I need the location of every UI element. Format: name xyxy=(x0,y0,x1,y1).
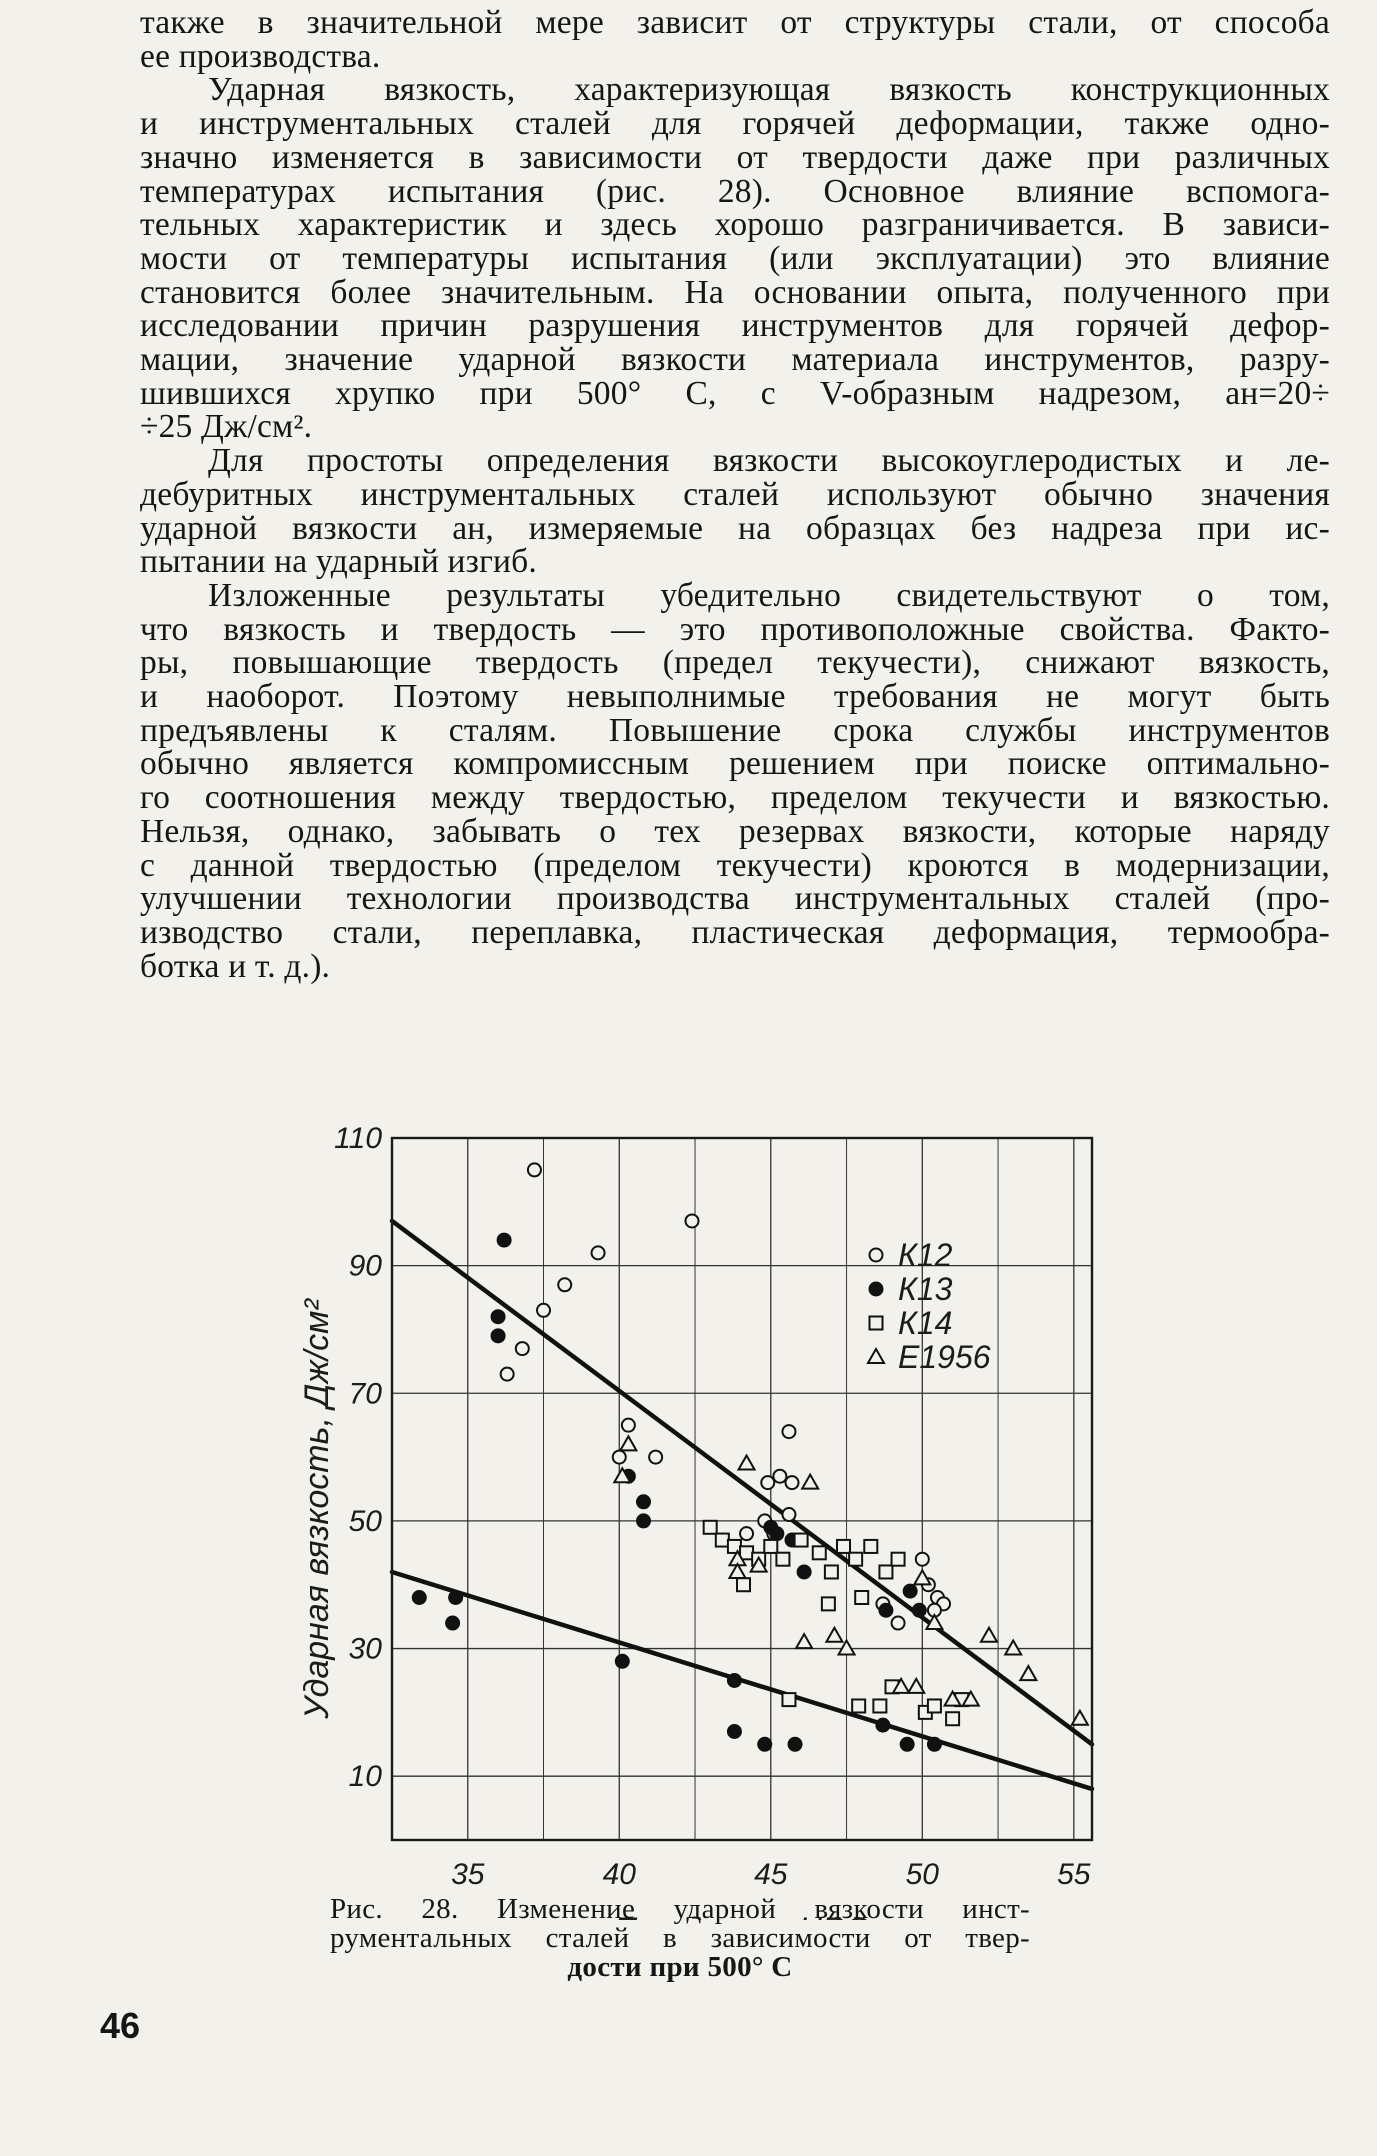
text-line: исследовании причин разрушения инструментов для горячей дефор- xyxy=(140,307,1330,345)
point-К13 xyxy=(637,1514,651,1528)
legend-marker-К14 xyxy=(870,1317,883,1330)
text-line: Для простоты определения вязкости высокоуглеродистых и ле- xyxy=(208,442,1330,480)
text-line: ры, повышающие твердость (предел текучести), снижают вязкость, xyxy=(140,644,1330,682)
y-tick-label: 50 xyxy=(348,1504,382,1538)
text-line: пытании на ударный изгиб. xyxy=(140,543,537,581)
point-К14 xyxy=(776,1553,789,1566)
text-line: становится более значительным. На основании опыта, полученного при xyxy=(140,273,1330,311)
text-line: тельных характеристик и здесь хорошо разграничивается. В зависи- xyxy=(140,206,1330,244)
plot-frame xyxy=(392,1138,1092,1840)
point-К13 xyxy=(788,1737,802,1751)
y-tick-label: 70 xyxy=(348,1377,382,1411)
legend-marker-E1956 xyxy=(868,1349,884,1363)
point-К13 xyxy=(727,1673,741,1687)
caption-line-2: рументальных сталей в зависимости от твер- xyxy=(330,1922,1030,1954)
text-line: изводство стали, переплавка, пластическая деформация, термообра- xyxy=(140,913,1330,951)
point-К14 xyxy=(855,1591,868,1604)
point-К14 xyxy=(825,1565,838,1578)
point-К13 xyxy=(879,1603,893,1617)
trend-line-upper xyxy=(392,1221,1092,1744)
text-line: мации, значение ударной вязкости материала инструментов, разру- xyxy=(140,341,1330,379)
figure-28 xyxy=(280,1090,1120,1920)
point-К13 xyxy=(497,1233,511,1247)
text-line: ботка и т. д.). xyxy=(140,947,331,985)
text-line: с данной твердостью (пределом текучести) кроются в модернизации, xyxy=(140,846,1330,884)
text-line: улучшении технологии производства инструментальных сталей (про- xyxy=(140,880,1330,918)
impact-toughness-chart xyxy=(280,1090,1120,1920)
point-К14 xyxy=(946,1712,959,1725)
point-К14 xyxy=(764,1540,777,1553)
point-К12 xyxy=(892,1617,905,1630)
point-E1956 xyxy=(981,1628,997,1642)
x-tick-label: 35 xyxy=(451,1858,485,1891)
text-line: Изложенные результаты убедительно свидетельствуют о том, xyxy=(208,576,1330,614)
legend-label: К13 xyxy=(898,1271,953,1307)
point-К13 xyxy=(446,1616,460,1630)
paragraph xyxy=(140,444,1330,579)
x-tick-label: 45 xyxy=(754,1858,788,1891)
point-К12 xyxy=(558,1278,571,1291)
paragraph xyxy=(140,73,1330,444)
legend-marker-К13 xyxy=(869,1282,883,1296)
text-line: обычно является компромиссным решением при поиске оптимально- xyxy=(140,745,1330,783)
page-number: 46 xyxy=(100,2005,141,2046)
point-К14 xyxy=(852,1699,865,1712)
point-К13 xyxy=(491,1310,505,1324)
y-tick-label: 10 xyxy=(348,1760,382,1794)
point-К13 xyxy=(797,1565,811,1579)
point-К12 xyxy=(528,1163,541,1176)
chart-legend xyxy=(868,1237,991,1375)
y-axis-label: Ударная вязкость, Дж/см² xyxy=(298,1299,336,1719)
text-line: ее производства. xyxy=(140,37,381,75)
text-line: Нельзя, однако, забывать о тех резервах вязкости, которые наряду xyxy=(140,812,1330,850)
text-line: Ударная вязкость, характеризующая вязкость конструкционных xyxy=(208,71,1330,109)
point-К13 xyxy=(876,1718,890,1732)
x-tick-label: 40 xyxy=(602,1858,636,1891)
paragraph xyxy=(140,576,1330,985)
caption-line-1: Рис. 28. Изменение ударной вязкости инст- xyxy=(330,1893,1030,1925)
point-E1956 xyxy=(739,1455,755,1469)
point-К13 xyxy=(491,1329,505,1343)
point-К14 xyxy=(849,1553,862,1566)
point-К12 xyxy=(740,1527,753,1540)
text-line: дебуритных инструментальных сталей используют обычно значения xyxy=(140,475,1330,513)
legend-label: К14 xyxy=(898,1305,953,1341)
point-E1956 xyxy=(1020,1666,1036,1680)
point-К14 xyxy=(704,1521,717,1534)
text-line: что вязкость и твердость — это противоположные свойства. Факто- xyxy=(140,610,1330,648)
point-К14 xyxy=(928,1699,941,1712)
text-line: мости от температуры испытания (или эксплуатации) это влияние xyxy=(140,239,1330,277)
legend-label: E1956 xyxy=(898,1339,991,1375)
point-К12 xyxy=(773,1470,786,1483)
point-К13 xyxy=(758,1737,772,1751)
text-line: также в значительной мере зависит от структуры стали, от способа xyxy=(140,4,1330,41)
point-К14 xyxy=(716,1534,729,1547)
caption-line-3: дости при 500° С xyxy=(567,1951,793,1983)
point-К12 xyxy=(537,1304,550,1317)
point-E1956 xyxy=(796,1634,812,1648)
point-К13 xyxy=(727,1725,741,1739)
point-E1956 xyxy=(1005,1641,1021,1655)
chart-grid xyxy=(392,1138,1092,1840)
point-К12 xyxy=(516,1342,529,1355)
point-К14 xyxy=(873,1699,886,1712)
point-К12 xyxy=(592,1246,605,1259)
point-К12 xyxy=(782,1425,795,1438)
point-E1956 xyxy=(620,1436,636,1450)
point-К14 xyxy=(879,1565,892,1578)
x-tick-label: 55 xyxy=(1057,1858,1091,1891)
point-К13 xyxy=(615,1654,629,1668)
point-К14 xyxy=(795,1534,808,1547)
point-К14 xyxy=(892,1553,905,1566)
point-К14 xyxy=(822,1597,835,1610)
body-text xyxy=(140,6,1330,983)
point-К12 xyxy=(649,1451,662,1464)
text-line: ÷25 Дж/см². xyxy=(140,408,313,446)
point-К12 xyxy=(782,1508,795,1521)
point-E1956 xyxy=(802,1475,818,1489)
trend-lines xyxy=(392,1221,1092,1789)
legend-label: К12 xyxy=(898,1237,953,1273)
paragraph xyxy=(140,6,1330,73)
point-К12 xyxy=(622,1419,635,1432)
y-tick-label: 30 xyxy=(348,1632,382,1666)
point-К12 xyxy=(761,1476,774,1489)
point-К13 xyxy=(903,1584,917,1598)
point-К13 xyxy=(927,1737,941,1751)
text-line: значно изменяется в зависимости от твердости даже при различных xyxy=(140,138,1330,176)
text-line: предъявлены к сталям. Повышение срока службы инструментов xyxy=(140,711,1330,749)
point-К12 xyxy=(501,1368,514,1381)
point-К13 xyxy=(770,1527,784,1541)
text-line: и наоборот. Поэтому невыполнимые требования не могут быть xyxy=(140,678,1330,716)
text-line: температурах испытания (рис. 28). Основное влияние вспомога- xyxy=(140,172,1330,210)
point-К14 xyxy=(728,1540,741,1553)
point-К14 xyxy=(837,1540,850,1553)
text-line: шившихся хрупко при 500° С, с V-образным надрезом, aн=20÷ xyxy=(140,374,1330,412)
legend-marker-К12 xyxy=(870,1249,883,1262)
point-К13 xyxy=(637,1495,651,1509)
y-tick-label: 90 xyxy=(348,1249,382,1283)
point-К12 xyxy=(686,1214,699,1227)
point-К14 xyxy=(864,1540,877,1553)
point-К12 xyxy=(786,1476,799,1489)
text-line: и инструментальных сталей для горячей деформации, также одно- xyxy=(140,105,1330,143)
point-К13 xyxy=(449,1590,463,1604)
point-К12 xyxy=(613,1451,626,1464)
point-E1956 xyxy=(826,1628,842,1642)
point-К13 xyxy=(412,1590,426,1604)
text-line: ударной вязкости aн, измеряемые на образцах без надреза при ис- xyxy=(140,509,1330,547)
x-tick-label: 50 xyxy=(905,1858,939,1891)
trend-line-lower xyxy=(392,1572,1092,1789)
point-К14 xyxy=(737,1578,750,1591)
figure-caption xyxy=(330,1895,1030,1982)
y-tick-label: 110 xyxy=(334,1122,382,1155)
point-К14 xyxy=(782,1693,795,1706)
point-К13 xyxy=(900,1737,914,1751)
point-К13 xyxy=(912,1603,926,1617)
point-К14 xyxy=(813,1546,826,1559)
text-line: го соотношения между твердостью, пределом текучести и вязкостью. xyxy=(140,779,1330,817)
point-К12 xyxy=(916,1553,929,1566)
